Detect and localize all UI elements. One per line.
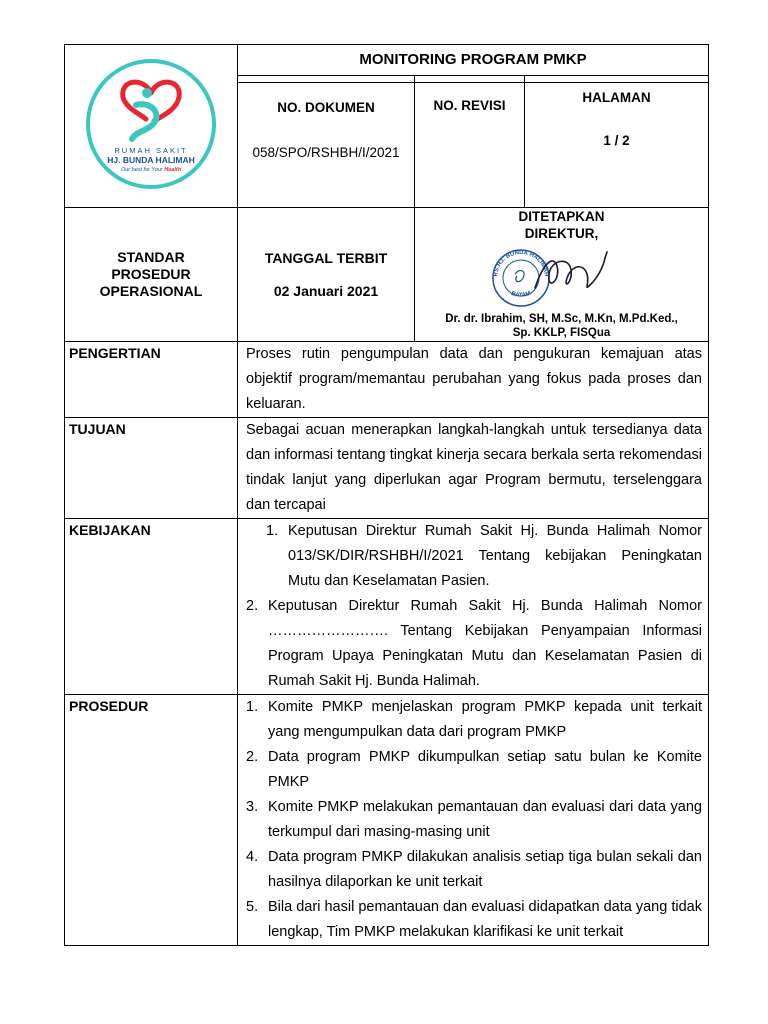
hospital-logo: [76, 59, 226, 189]
list-item: 1. Keputusan Direktur Rumah Sakit Hj. Bunda Halimah Nomor 013/SK/DIR/RSHBH/I/2021 Tentang kebijakan Peningkatan Mutu dan Keselamatan Pasien.: [266, 523, 702, 589]
no-revisi-label: NO. REVISI: [433, 98, 506, 113]
list-item: 2. Data program PMKP dikumpulkan setiap satu bulan ke Komite PMKP: [246, 749, 702, 790]
ditetapkan-cell: [415, 208, 709, 342]
prosedur-list: [246, 695, 702, 945]
tanggal-value: 02 Januari 2021: [273, 283, 379, 299]
no-dokumen-value: 058/SPO/RSHBH/I/2021: [252, 145, 400, 160]
spo-title: STANDAR PROSEDUR OPERASIONAL: [99, 249, 203, 299]
pengertian-text: Proses rutin pengumpulan data dan pengukuran kemajuan atas objektif program/memantau perubahan yang fokus pada proses dan keluaran.: [238, 342, 709, 418]
pengertian-label: PENGERTIAN: [65, 342, 238, 418]
halaman-label: HALAMAN: [582, 90, 651, 105]
no-dokumen-cell: [238, 76, 415, 208]
tujuan-text: Sebagai acuan menerapkan langkah-langkah untuk tersedianya data dan informasi tentang tingkat kinerja secara berkala serta rekomendasi tindak lanjut yang diperlukan agar Program bermutu, terselenggara dan tercapai: [238, 418, 709, 519]
person-icon: [142, 88, 152, 98]
no-dokumen-label: NO. DOKUMEN: [277, 100, 375, 115]
logo-tagline: Our best for Your Health: [120, 166, 182, 173]
prosedur-content: [238, 695, 709, 946]
document-title: MONITORING PROGRAM PMKP: [238, 45, 709, 76]
halaman-cell: [525, 76, 709, 208]
tujuan-label: TUJUAN: [65, 418, 238, 519]
signer-name: Dr. dr. Ibrahim, SH, M.Sc, M.Kn, M.Pd.Ked., Sp. KKLP, FISQua: [445, 313, 678, 339]
halaman-value: 1 / 2: [603, 133, 630, 148]
tanggal-cell: [238, 208, 415, 342]
ditetapkan-title: DITETAPKAN DIREKTUR,: [518, 209, 605, 241]
heart-icon: [123, 82, 151, 119]
logo-line1: RUMAH SAKIT: [114, 145, 188, 155]
list-item: 1. Komite PMKP menjelaskan program PMKP kepada unit terkait yang mengumpulkan data dari program PMKP: [246, 699, 702, 740]
spo-cell: [65, 208, 238, 342]
kebijakan-label: KEBIJAKAN: [65, 519, 238, 695]
kebijakan-list: [246, 519, 702, 694]
list-item: 5. Bila dari hasil pemantauan dan evaluasi didapatkan data yang tidak lengkap, Tim PMKP melakukan klarifikasi ke unit terkait: [246, 899, 702, 940]
prosedur-label: PROSEDUR: [65, 695, 238, 946]
list-item: 3. Komite PMKP melakukan pemantauan dan evaluasi dari data yang terkumpul dari masing-masing unit: [246, 799, 702, 840]
svg-text:RS.HJ. BUNDA HALIMAH: RS.HJ. BUNDA HALIMAH: [492, 249, 550, 277]
kebijakan-content: [238, 519, 709, 695]
sop-document: [64, 44, 708, 940]
no-revisi-cell: [415, 76, 525, 208]
tanggal-label: TANGGAL TERBIT: [264, 250, 388, 266]
svg-text:BATAM: BATAM: [510, 290, 532, 299]
sop-table: [64, 44, 709, 946]
logo-cell: [65, 45, 238, 208]
logo-line2: HJ. BUNDA HALIMAH: [107, 154, 195, 165]
list-item: 4. Data program PMKP dilakukan analisis setiap tiga bulan sekali dan hasilnya dilaporkan ke unit terkait: [246, 849, 702, 890]
list-item: 2. Keputusan Direktur Rumah Sakit Hj. Bunda Halimah Nomor ……………………. Tentang Kebijakan Penyampaian Informasi Program Upaya Peningkatan Mutu dan Keselamatan Pasien di Rumah Sakit Hj. Bunda Halimah.: [246, 598, 702, 689]
signature-stamp: [487, 244, 637, 312]
